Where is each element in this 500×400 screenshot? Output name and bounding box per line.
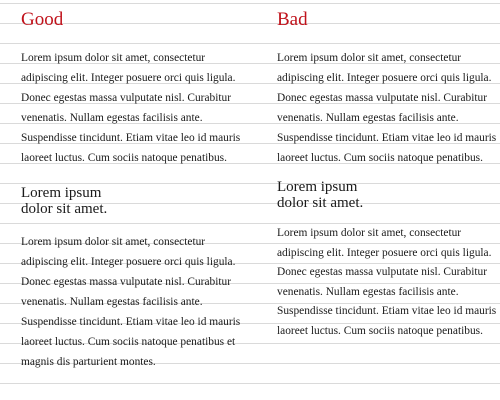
bad-subheading-line-2: dolor sit amet. <box>277 195 364 211</box>
bad-paragraph-2: Lorem ipsum dolor sit amet, consectetur adipiscing elit. Integer posuere orci quis ligula. Donec egestas massa vulputate nisl. Curabitur venenatis. Nullam egestas facilisis ante. Suspendisse tincidunt. Etiam vitae leo id mauris laoreet luctus. Cum sociis natoque penatibus. <box>277 227 497 337</box>
good-paragraph-1: Lorem ipsum dolor sit amet, consectetur adipiscing elit. Integer posuere orci quis ligula. Donec egestas massa vulputate nisl. Curabitur venenatis. Nullam egestas facilisis ante. Suspendisse tincidunt. Etiam vitae leo id mauris laoreet luctus. Cum sociis natoque penatibus. <box>21 52 241 164</box>
good-subheading-line-1: Lorem ipsum <box>21 185 102 201</box>
good-subheading <box>21 185 243 217</box>
bad-subheading-line-1: Lorem ipsum <box>277 179 358 195</box>
good-paragraph-2: Lorem ipsum dolor sit amet, consectetur adipiscing elit. Integer posuere orci quis ligula. Donec egestas massa vulputate nisl. Curabitur venenatis. Nullam egestas facilisis ante. Suspendisse tincidunt. Etiam vitae leo id mauris laoreet luctus. Cum sociis natoque penatibus et magnis dis parturient montes. <box>21 236 241 368</box>
good-subheading-line-2: dolor sit amet. <box>21 201 108 217</box>
bad-paragraph-1: Lorem ipsum dolor sit amet, consectetur adipiscing elit. Integer posuere orci quis ligula. Donec egestas massa vulputate nisl. Curabitur venenatis. Nullam egestas facilisis ante. Suspendisse tincidunt. Etiam vitae leo id mauris laoreet luctus. Cum sociis natoque penatibus. <box>277 52 497 164</box>
bad-subheading <box>277 179 499 211</box>
bad-heading: Bad <box>277 9 308 30</box>
good-heading: Good <box>21 9 64 30</box>
